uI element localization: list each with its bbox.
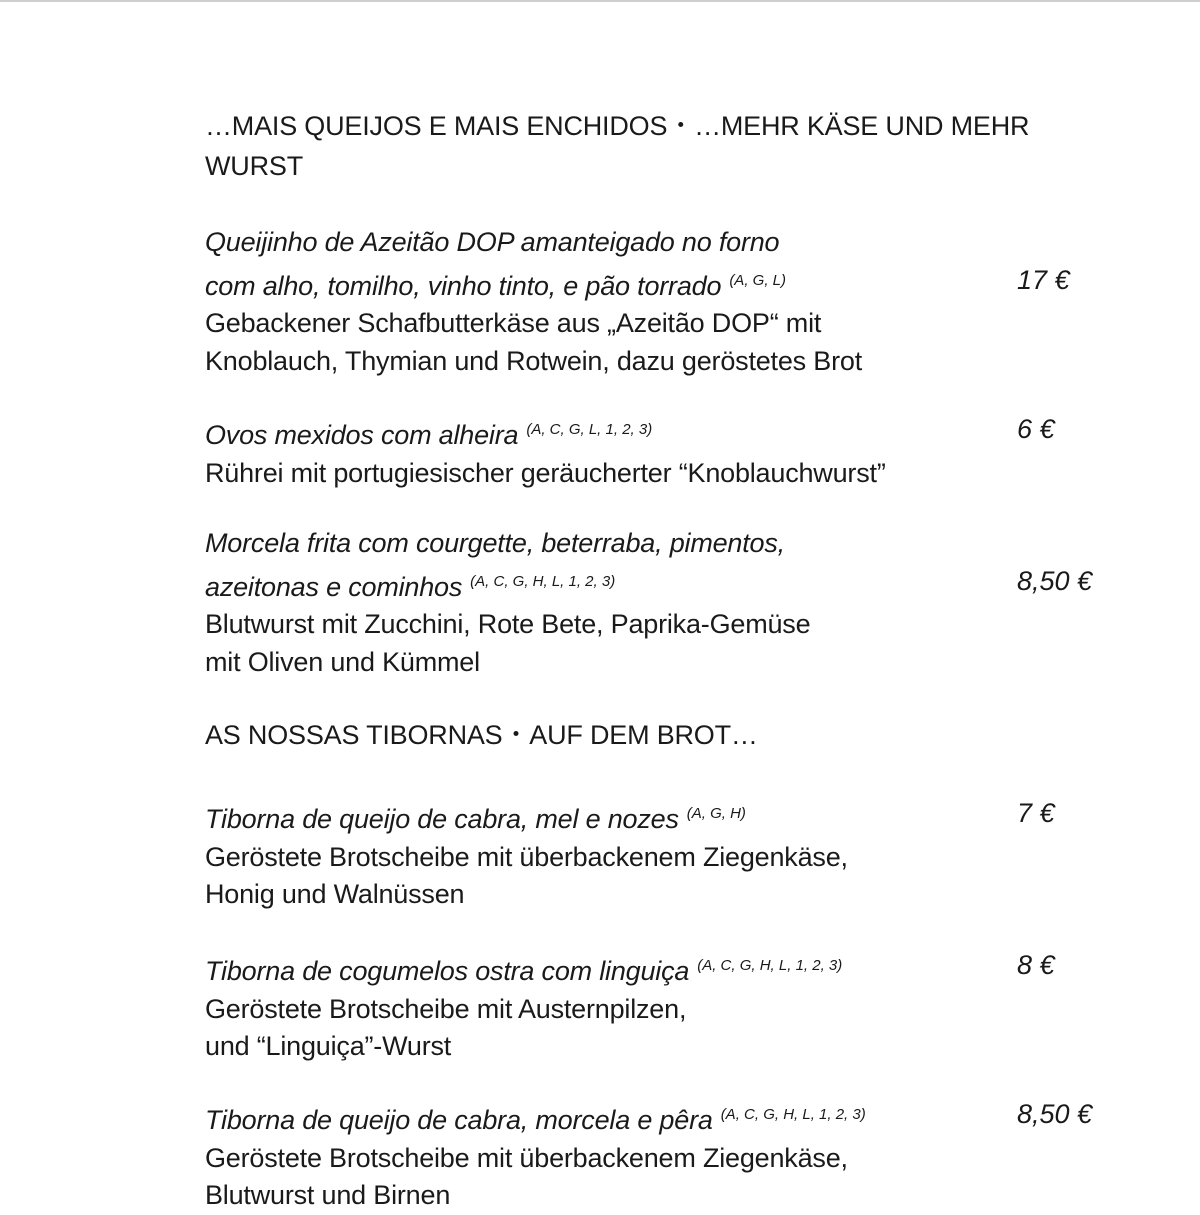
item-price: 17 € <box>1017 264 1070 295</box>
item-description-de: Geröstete Brotscheibe mit überbackenem Ziegenkäse, <box>205 1142 848 1173</box>
item-description-de: Geröstete Brotscheibe mit überbackenem Ziegenkäse, <box>205 841 848 872</box>
menu-item-tiborna-queijo-mel <box>205 795 1155 914</box>
item-name-pt: azeitonas e cominhos $^{(A, C, G, H, L, 1, 2, 3)}$ <box>205 571 616 602</box>
item-description-de: Honig und Walnüssen <box>205 879 465 909</box>
item-name-pt: Tiborna de queijo de cabra, mel e nozes $^{(A, G, H)}$ <box>205 804 746 834</box>
allergen-codes: (A, C, G, H, L, 1, 2, 3) <box>470 572 616 590</box>
menu-item-queijinho-azeitao <box>205 224 1155 380</box>
item-price: 8,50 € <box>1017 1099 1093 1129</box>
item-price: 7 € <box>1017 798 1055 828</box>
item-price: 6 € <box>1017 414 1055 444</box>
allergen-codes: (A, G, H) <box>686 805 746 822</box>
item-description-de: mit Oliven und Kümmel <box>205 646 480 677</box>
item-description-de: Blutwurst und Birnen <box>205 1180 451 1210</box>
item-name-pt: Queijinho de Azeitão DOP amanteigado no forno <box>205 227 780 257</box>
section-heading-tibornas: AS NOSSAS TIBORNAS・AUF DEM BROT… <box>205 720 758 750</box>
item-description-de: Blutwurst mit Zucchini, Rote Bete, Paprika-Gemüse <box>205 609 811 639</box>
item-name-pt: Ovos mexidos com alheira $^{(A, C, G, L, 1, 2, 3)}$ <box>205 420 653 450</box>
item-description-de: und “Linguiça”-Wurst <box>205 1031 452 1061</box>
allergen-codes: (A, G, L) <box>729 271 786 289</box>
item-name-pt: com alho, tomilho, vinho tinto, e pão torrado $^{(A, G, L)}$ <box>205 270 786 301</box>
allergen-codes: (A, C, G, H, L, 1, 2, 3) <box>720 1106 866 1123</box>
allergen-codes: (A, C, G, L, 1, 2, 3) <box>526 421 653 438</box>
item-name-pt: Tiborna de cogumelos ostra com linguiça $^{(A, C, G, H, L, 1, 2, 3)}$ <box>205 956 843 986</box>
menu-item-tiborna-morcela-pera <box>205 1096 1155 1215</box>
allergen-codes: (A, C, G, H, L, 1, 2, 3) <box>697 957 843 974</box>
item-description-de: Rührei mit portugiesischer geräucherter “Knoblauchwurst” <box>205 457 886 488</box>
item-description-de: Gebackener Schafbutterkäse aus „Azeitão DOP“ mit <box>205 308 822 338</box>
item-name-pt: Morcela frita com courgette, beterraba, pimentos, <box>205 528 785 558</box>
menu-item-tiborna-cogumelos <box>205 947 1155 1066</box>
item-description-de: Geröstete Brotscheibe mit Austernpilzen, <box>205 993 687 1024</box>
menu-item-morcela-frita <box>205 525 1155 681</box>
item-price: 8 € <box>1017 950 1055 980</box>
menu-item-ovos-mexidos <box>205 411 1155 492</box>
item-price: 8,50 € <box>1017 565 1093 596</box>
item-name-pt: Tiborna de queijo de cabra, morcela e pêra $^{(A, C, G, H, L, 1, 2, 3)}$ <box>205 1105 866 1135</box>
top-border <box>0 0 1200 2</box>
section-heading-cheese-sausage: …MAIS QUEIJOS E MAIS ENCHIDOS・…MEHR KÄSE UND MEHR WURST <box>205 111 1030 181</box>
item-description-de: Knoblauch, Thymian und Rotwein, dazu geröstetes Brot <box>205 345 862 376</box>
